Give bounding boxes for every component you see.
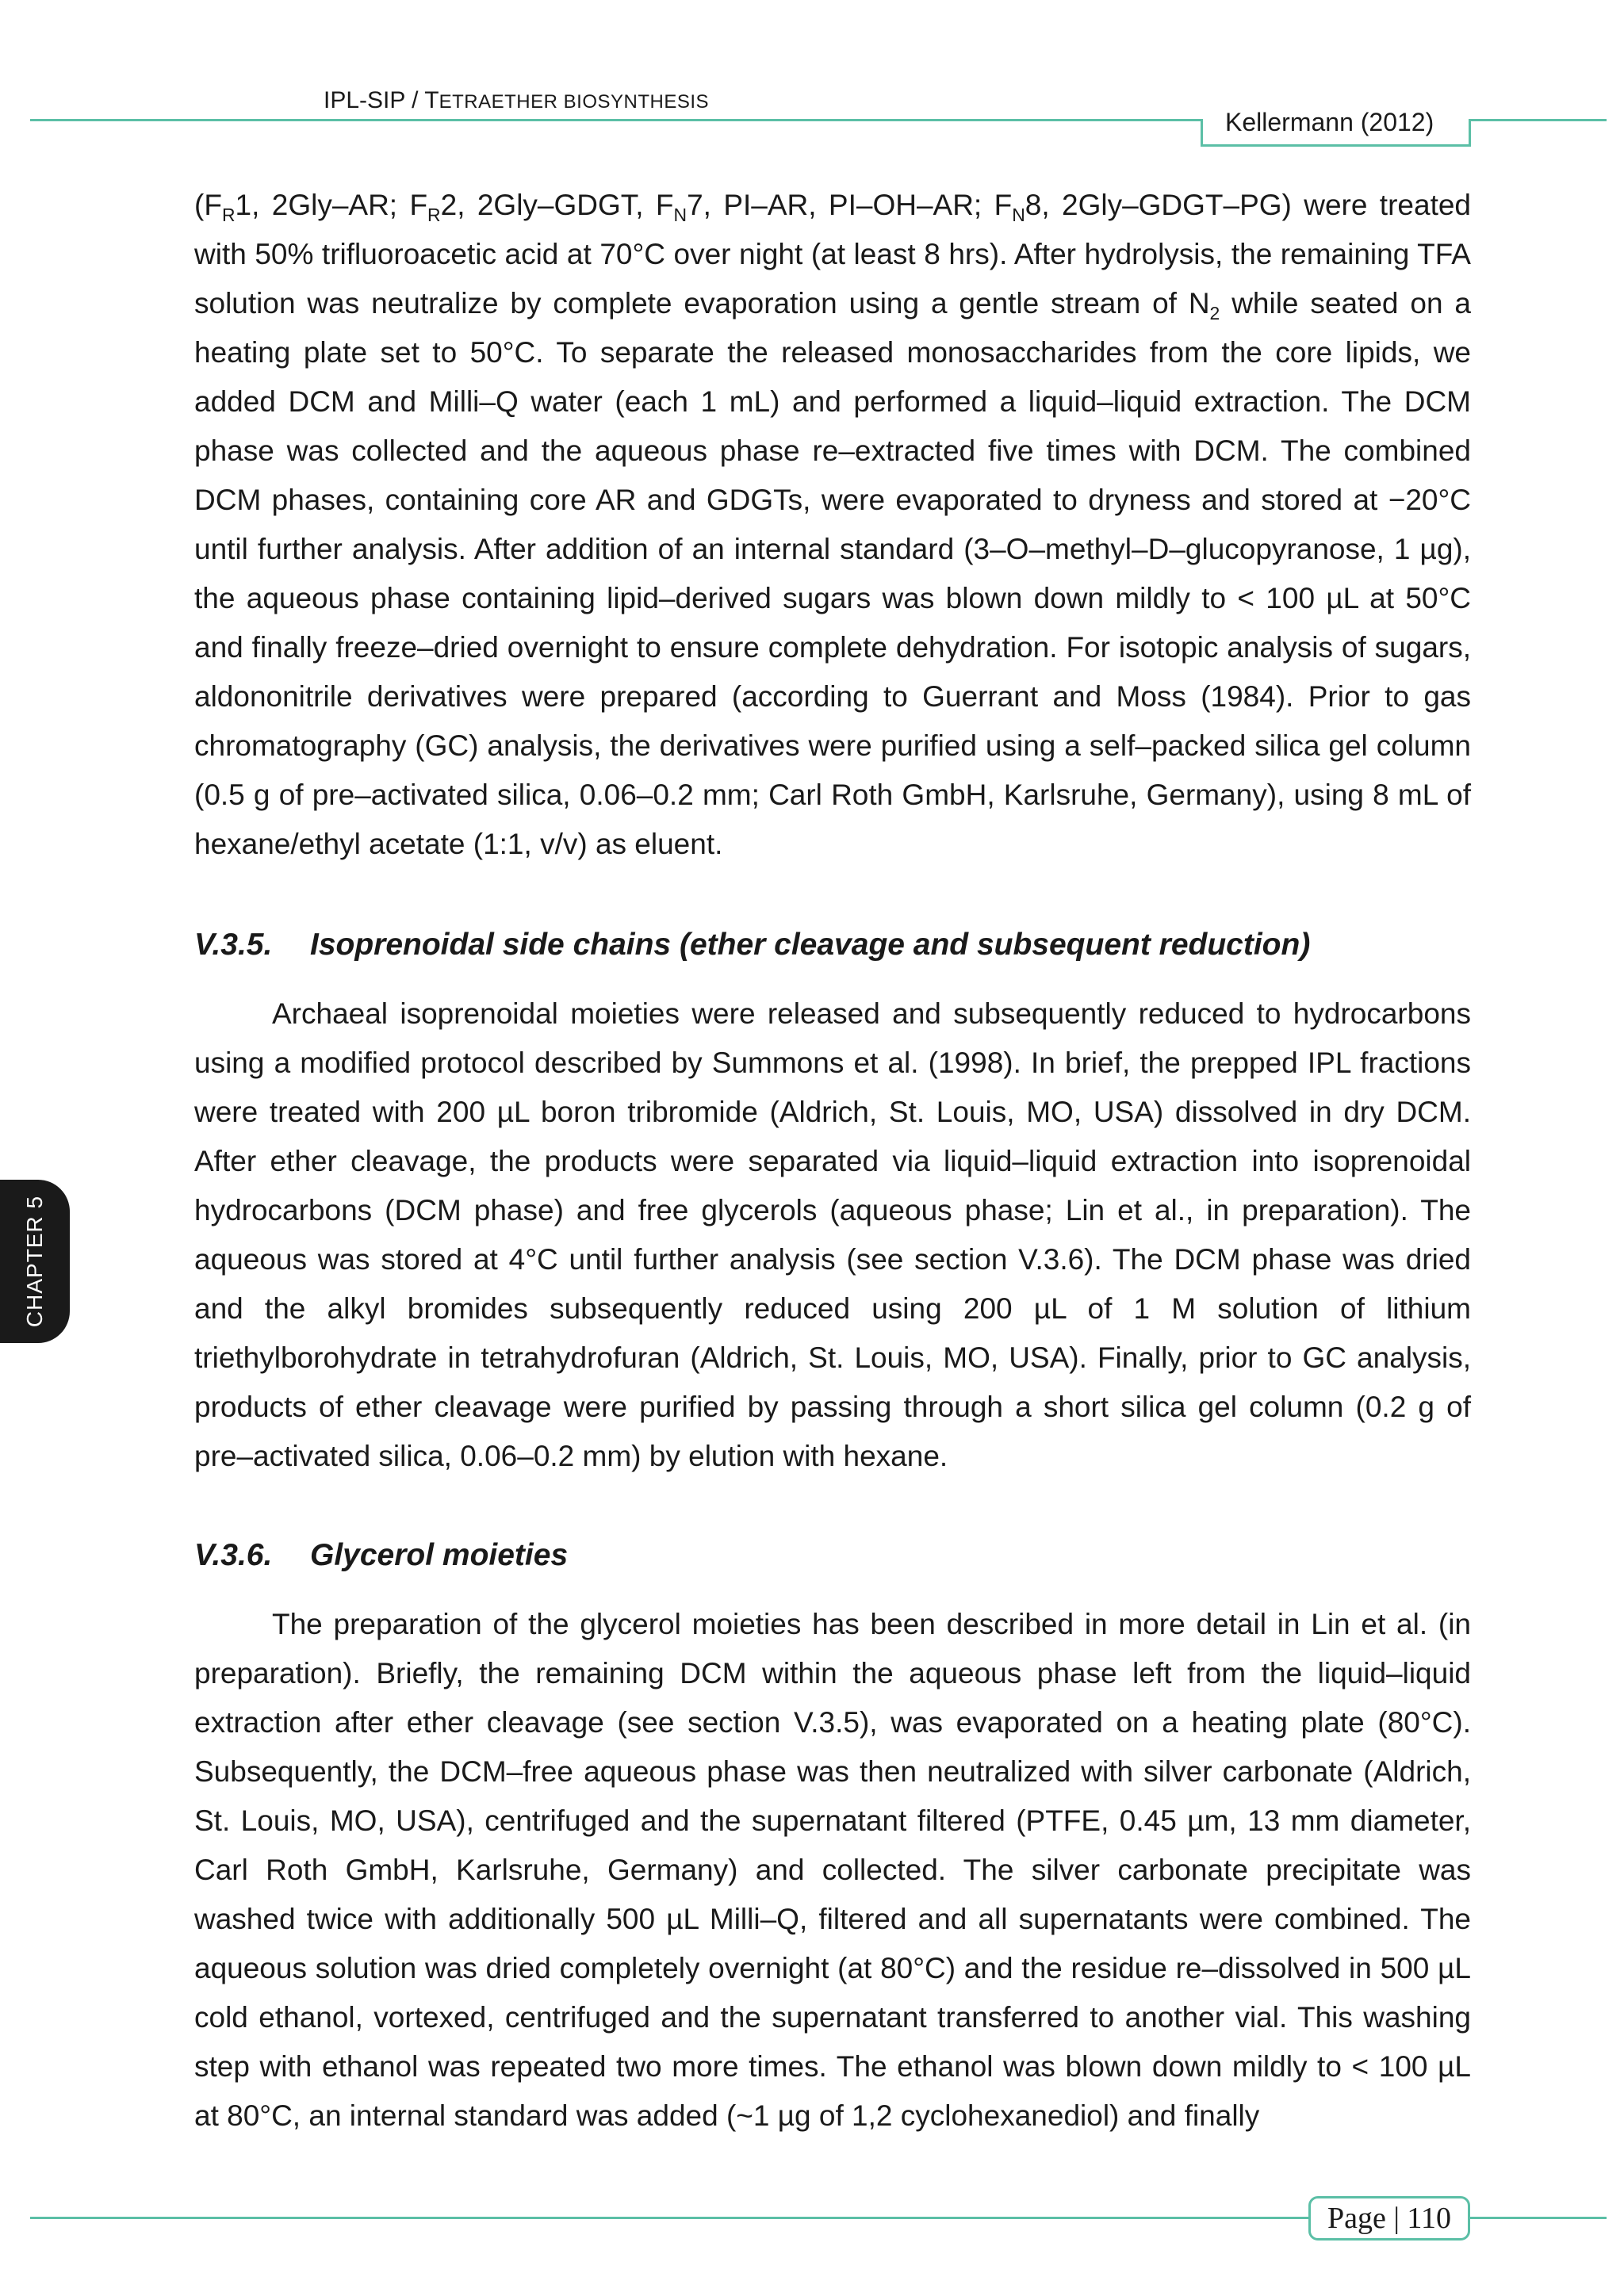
header-rule-step-up xyxy=(1469,119,1471,147)
section-v336-paragraph xyxy=(194,1600,1471,2141)
section-heading-v335 xyxy=(194,928,1310,962)
text-run: 2, 2Gly–GDGT, F xyxy=(440,189,674,221)
running-header-title xyxy=(324,87,709,114)
running-header-title-smallcaps: ETRAETHER BIOSYNTHESIS xyxy=(439,91,710,113)
subscript: N xyxy=(673,205,688,226)
running-header-author: Kellermann (2012) xyxy=(1225,108,1434,136)
chapter-side-tab xyxy=(0,1180,70,1343)
section-number: V.3.6. xyxy=(194,1538,273,1572)
footer-rule-right xyxy=(1469,2217,1607,2219)
header-rule-step-down xyxy=(1201,119,1203,146)
text-run: while seated on a heating plate set to 50°C. To separate the released monosaccharides from the core lipids, we added DCM and Milli–Q water (each 1 mL) and performed a liquid–liquid extraction. The DCM phase was collected and the aqueous phase re–extracted five times with DCM. The combined DCM phases, containing core AR and GDGTs, were evaporated to dryness and stored at −20°C until further analysis. After addition of an internal standard (3–O–methyl–D–glucopyranose, 1 µg), the aqueous phase containing lipid–derived sugars was blown down mildly to < 100 µL at 50°C and finally freeze–dried overnight to ensure complete dehydration. For isotopic analysis of sugars, aldononitrile derivatives were prepared (according to Guerrant and Moss (1984). Prior to gas chromatography (GC) analysis, the derivatives were purified using a self–packed silica gel column (0.5 g of pre–activated silica, 0.06–0.2 mm; Carl Roth GmbH, Karlsruhe, Germany), using 8 mL of hexane/ethyl acetate (1:1, v/v) as eluent. xyxy=(194,287,1471,860)
subscript: R xyxy=(427,205,441,226)
footer-rule-left xyxy=(30,2217,1310,2219)
running-header-title-main: IPL-SIP / T xyxy=(324,87,439,113)
header-rule-right xyxy=(1469,119,1607,121)
section-title: Glycerol moieties xyxy=(310,1538,569,1572)
section-heading-v336 xyxy=(194,1538,568,1573)
text-run: 7, PI–AR, PI–OH–AR; F xyxy=(687,189,1013,221)
section-title: Isoprenoidal side chains (ether cleavage and subsequent reduction) xyxy=(310,928,1311,962)
page-number: Page | 110 xyxy=(1327,2202,1452,2235)
text-run: Archaeal isoprenoidal moieties were released and subsequently reduced to hydrocarbons using a modified protocol described by Summons et al. (1998). In brief, the prepped IPL fractions were treated with 200 µL boron tribromide (Aldrich, St. Louis, MO, USA) dissolved in dry DCM. After ether cleavage, the products were separated via liquid–liquid extraction into isoprenoidal hydrocarbons (DCM phase) and free glycerols (aqueous phase; Lin et al., in preparation). The aqueous was stored at 4°C until further analysis (see section V.3.6). The DCM phase was dried and the alkyl bromides subsequently reduced using 200 µL of 1 M solution of lithium triethylborohydrate in tetrahydrofuran (Aldrich, St. Louis, MO, USA). Finally, prior to GC analysis, products of ether cleavage were purified by passing through a short silica gel column (0.2 g of pre–activated silica, 0.06–0.2 mm) by elution with hexane. xyxy=(194,997,1471,1472)
text-run: The preparation of the glycerol moieties has been described in more detail in Lin et al. (in preparation). Briefly, the remaining DCM within the aqueous phase left from the liquid–liquid extraction after ether cleavage (see section V.3.5), was evaporated on a heating plate (80°C). Subsequently, the DCM–free aqueous phase was then neutralized with silver carbonate (Aldrich, St. Louis, MO, USA), centrifuged and the supernatant filtered (PTFE, 0.45 µm, 13 mm diameter, Carl Roth GmbH, Karlsruhe, Germany) and collected. The silver carbonate precipitate was washed twice with additionally 500 µL Milli–Q, filtered and all supernatants were combined. The aqueous solution was dried completely overnight (at 80°C) and the residue re–dissolved in 500 µL cold ethanol, vortexed, centrifuged and the supernatant transferred to another vial. This washing step with ethanol was repeated two more times. The ethanol was blown down mildly to < 100 µL at 80°C, an internal standard was added (~1 µg of 1,2 cyclohexanediol) and finally xyxy=(194,1608,1471,2132)
text-run: 1, 2Gly–AR; F xyxy=(235,189,428,221)
subscript: N xyxy=(1012,205,1025,226)
header-rule-left xyxy=(30,119,1202,121)
subscript: R xyxy=(221,205,236,226)
header-rule-bottom xyxy=(1201,144,1470,147)
section-number: V.3.5. xyxy=(194,928,273,962)
subscript: 2 xyxy=(1209,303,1220,324)
intro-paragraph xyxy=(194,181,1471,869)
text-run: (F xyxy=(194,189,222,221)
chapter-tab-label: CHAPTER 5 xyxy=(22,1195,47,1328)
section-v335-paragraph xyxy=(194,989,1471,1481)
text-run: 8, 2Gly–GDGT–PG) were treated with 50% trifluoroacetic acid at 70°C over night (at least 8 hrs). After hydrolysis, the remaining TFA solution was neutralize by complete evaporation using a gentle stream of N xyxy=(194,189,1472,320)
page-number-box xyxy=(1308,2196,1470,2241)
